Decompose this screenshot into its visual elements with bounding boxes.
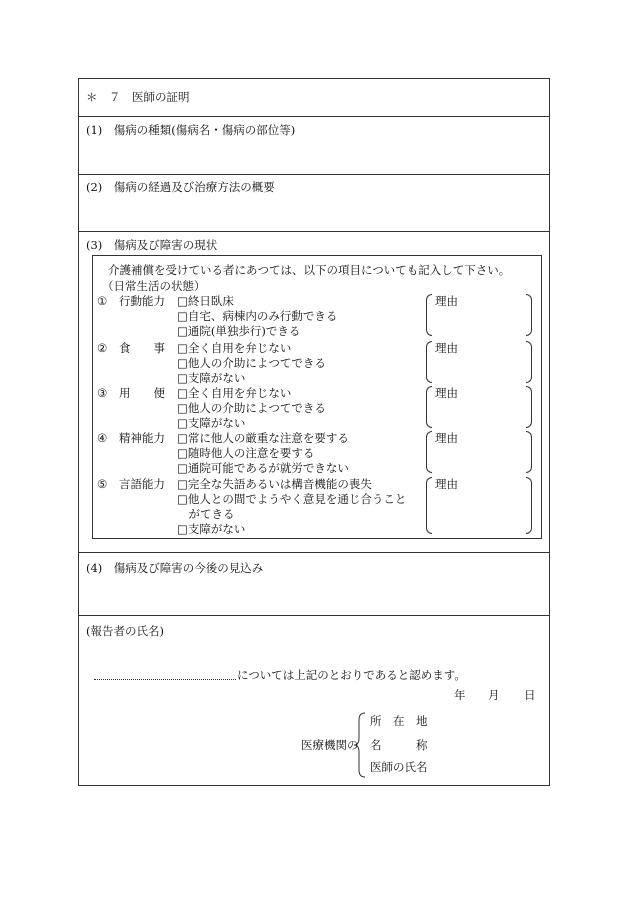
reason-bracket-left	[426, 341, 432, 383]
institution-name-label: 名 称	[370, 738, 428, 752]
divider	[78, 116, 550, 117]
option-item[interactable]: □通院可能であるが就労できない	[177, 461, 349, 475]
option-item[interactable]: □全く自用を弁じない	[177, 386, 292, 400]
option-item[interactable]: □自宅、病棟内のみ行動できる	[177, 309, 338, 323]
section-heading: ＊ ７ 医師の証明	[86, 90, 190, 104]
reporter-name-label: (報告者の氏名)	[86, 624, 164, 638]
option-item[interactable]: □随時他人の注意を要する	[177, 446, 315, 460]
row-label: 食 事	[119, 341, 165, 355]
reason-bracket-left	[426, 386, 432, 428]
row-number: ②	[97, 341, 108, 355]
row-number: ⑤	[97, 477, 108, 491]
reason-label: 理由	[435, 294, 458, 308]
option-item[interactable]: □他人との間でようやく意見を通じ合うこと	[177, 492, 407, 506]
divider	[78, 231, 550, 232]
option-item[interactable]: □他人の介助によつてできる	[177, 356, 326, 370]
row-label: 行動能力	[119, 294, 165, 308]
year-label: 年	[454, 688, 466, 702]
curly-brace-icon	[353, 712, 367, 778]
month-label: 月	[488, 688, 500, 702]
divider	[78, 174, 550, 175]
reason-bracket-right	[526, 477, 532, 534]
option-item[interactable]: □支障がない	[177, 416, 246, 430]
divider	[78, 615, 550, 616]
option-item[interactable]: □他人の介助によつてできる	[177, 401, 326, 415]
status-intro: 介護補償を受けている者にあつては、以下の項目についても記入して下さい。	[108, 263, 511, 277]
row-label: 言語能力	[119, 477, 165, 491]
reason-bracket-right	[526, 294, 532, 336]
option-item[interactable]: □通院(単独歩行)できる	[177, 324, 301, 338]
reason-bracket-left	[426, 477, 432, 534]
reason-bracket-right	[526, 386, 532, 428]
section-3-title: (3) 傷病及び障害の現状	[86, 238, 218, 252]
row-label: 精神能力	[119, 431, 165, 445]
reason-bracket-left	[426, 294, 432, 336]
row-label: 用 便	[119, 386, 165, 400]
reason-bracket-right	[526, 431, 532, 473]
reporter-name-line[interactable]	[94, 679, 236, 680]
certify-text: については上記のとおりであると認めます。	[237, 668, 466, 682]
address-label: 所 在 地	[370, 714, 428, 728]
day-label: 日	[524, 688, 536, 702]
option-item-continuation: がてきる	[177, 507, 235, 521]
row-number: ④	[97, 431, 108, 445]
option-item[interactable]: □全く自用を弁じない	[177, 341, 292, 355]
section-4-title: (4) 傷病及び障害の今後の見込み	[86, 561, 264, 575]
reason-bracket-left	[426, 431, 432, 473]
option-item[interactable]: □支障がない	[177, 522, 246, 536]
doctor-name-label: 医師の氏名	[370, 760, 428, 774]
reason-label: 理由	[435, 386, 458, 400]
option-item[interactable]: □完全な失語あるいは構音機能の喪失	[177, 477, 372, 491]
reason-label: 理由	[435, 477, 458, 491]
option-item[interactable]: □常に他人の厳重な注意を要する	[177, 431, 349, 445]
institution-label: 医療機関の	[301, 738, 359, 752]
reason-bracket-right	[526, 341, 532, 383]
section-1-title: (1) 傷病の種類(傷病名・傷病の部位等)	[86, 123, 296, 137]
row-number: ③	[97, 386, 108, 400]
reason-label: 理由	[435, 341, 458, 355]
option-item[interactable]: □支障がない	[177, 371, 246, 385]
daily-life-label: （日常生活の状態）	[102, 279, 206, 293]
divider	[78, 552, 550, 553]
row-number: ①	[97, 294, 108, 308]
option-item[interactable]: □終日臥床	[177, 294, 234, 308]
section-2-title: (2) 傷病の経過及び治療方法の概要	[86, 180, 275, 194]
reason-label: 理由	[435, 431, 458, 445]
